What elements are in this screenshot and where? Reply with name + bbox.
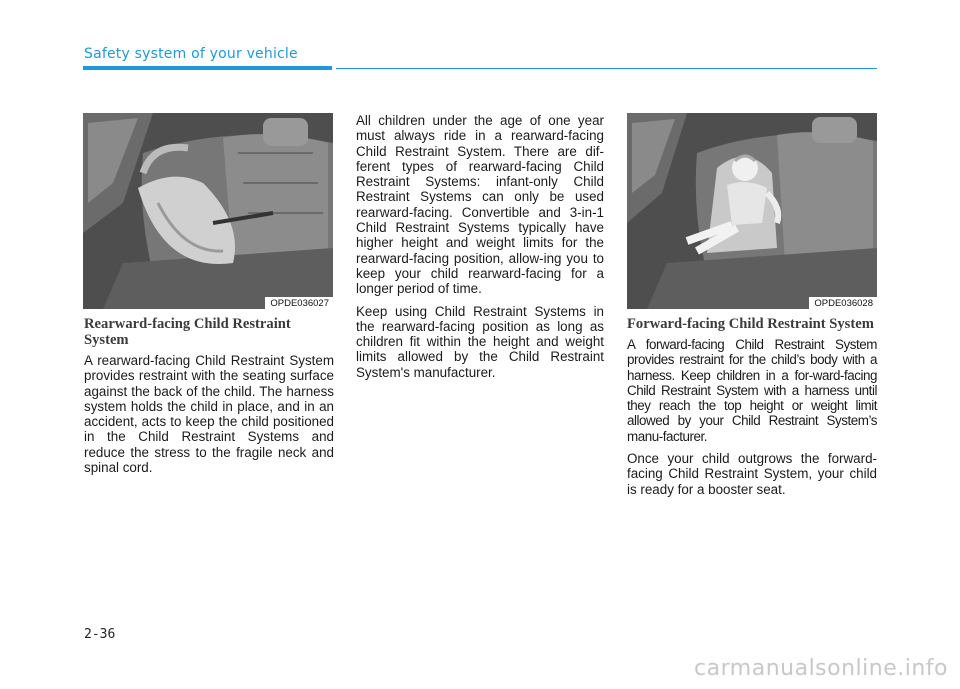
image-code: OPDE036027 (265, 297, 333, 309)
header-rule-thin (336, 68, 877, 69)
image-code: OPDE036028 (809, 297, 877, 309)
header-rule-thick (83, 66, 332, 70)
forward-seat-photo (627, 113, 877, 309)
forward-paragraph-2: Once your child outgrows the forward-facing Child Restraint System, your child is ready for a booster seat. (627, 451, 877, 497)
page-number: 2-36 (84, 627, 116, 642)
middle-column (356, 113, 604, 387)
middle-paragraph-1: All children under the age of one year must always ride in a rearward-facing Child Restraint System. There are dif-ferent types of rearward-facing Child Restraint Systems: infant-only Child Restraint Systems can only be used rearward-facing. Convertible and 3-in-1 Child Restraint Systems typically have higher height and weight limits for the rearward-facing position, allow-ing you to keep your child rearward-facing for a longer period of time. (356, 113, 604, 297)
forward-seat-illustration (627, 113, 877, 309)
left-column (84, 316, 334, 482)
middle-paragraph-2: Keep using Child Restraint Systems in the rearward-facing position as long as children fit within the height and weight limits allowed by the Child Restraint System's manufacturer. (356, 303, 604, 380)
forward-heading: Forward-facing Child Restraint System (627, 316, 874, 332)
section-title: Safety system of your vehicle (84, 46, 298, 62)
rearward-seat-photo (83, 113, 333, 309)
rearward-heading: Rearward-facing Child Restraint System (84, 316, 291, 348)
rearward-body: A rearward-facing Child Restraint System provides restraint with the seating surface against the back of the child. The harness system holds the child in place, and in an accident, acts to keep the child positioned in the Child Restraint Systems and reduce the stress to the fragile neck and spinal cord. (84, 353, 334, 476)
right-column (627, 316, 877, 504)
watermark: carmanualsonline.info (694, 656, 948, 681)
rearward-seat-illustration (83, 113, 333, 309)
forward-paragraph-1: A forward-facing Child Restraint System provides restraint for the child’s body with a harness. Keep children in a for-ward-facing Child Restraint System with a harness until they reach the top height or weight limit allowed by your Child Restraint System’s manu-facturer. (627, 337, 877, 444)
